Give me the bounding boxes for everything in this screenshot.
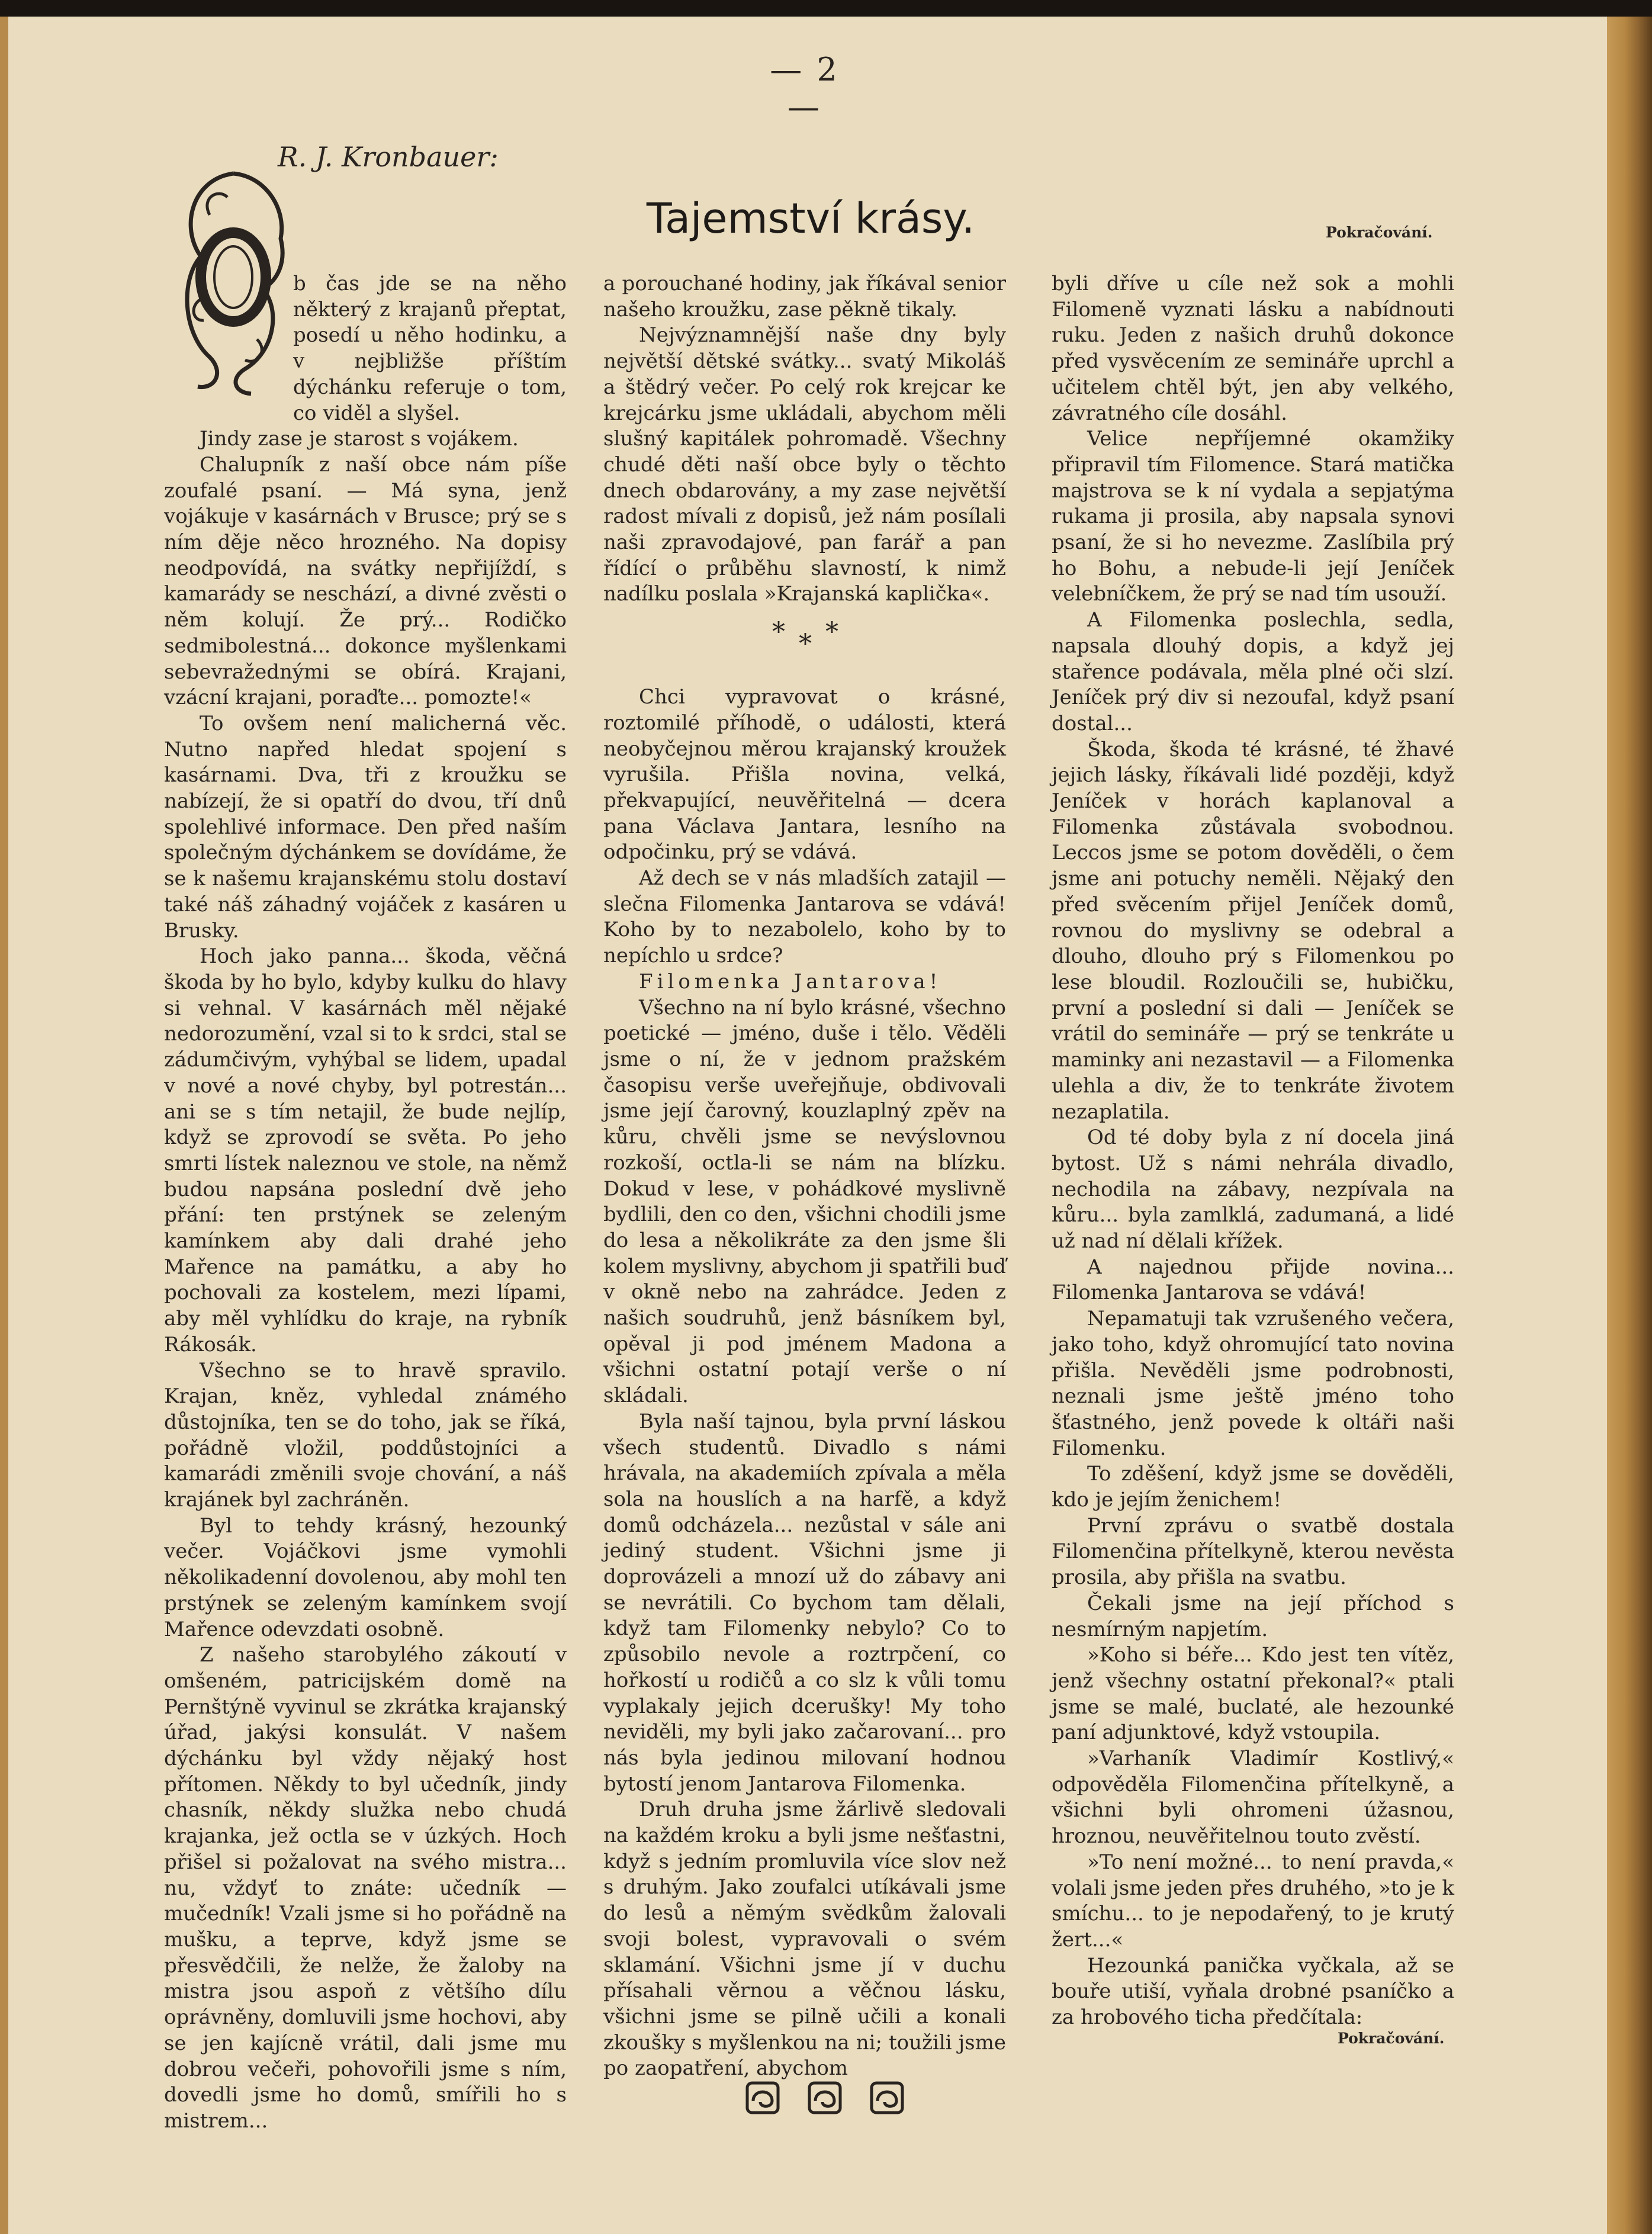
paragraph: Až dech se v nás mladších zatajil — slečna Filomenka Jantarova se vdává! Koho by to nezabolelo, koho by to nepíchlo u srdce? (603, 866, 1006, 968)
paragraph: Druh druha jsme žárlivě sledovali na každém kroku a byli jsme nešťastni, když s jedním promluvila více slov než s druhým. Jako zoufalci utíkávali jsme do lesů a němým svědkům žalovali svoji bolest, vypravovali o svém sklamání. Všichni jsme jí v duchu přísahali věrnou a věčnou lásku, všichni jsme se pilně učili a konali zkoušky s myšlenkou na ni; toužili jsme po zaopatření, abychom (603, 1798, 1006, 2081)
paragraph: Všechno se to hravě spravilo. Krajan, kněz, vyhledal známého důstojníka, ten se do toho, jak se říká, pořádně vložil, poddůstojníci a kamarádi změnili svoje chování, a náš krajánek byl zachráněn. (164, 1358, 567, 1512)
paragraph: Byl to tehdy krásný, hezounký večer. Vojáčkovi jsme vymohli několikadenní dovolenou, aby mohl ten prstýnek se zeleným kamínkem svojí Mařence odevzdati osobně. (164, 1513, 567, 1641)
paragraph: To zděšení, když jsme se dověděli, kdo je jejím ženichem! (1052, 1462, 1454, 1512)
paragraph: byli dříve u cíle než sok a mohli Filomeně vyznati lásku a nabídnouti ruku. Jeden z našich druhů dokonce před vysvěcením ze semináře uprchl a učitelem chtěl být, jen aby velkého, závratného cíle dosáhl. (1052, 272, 1454, 425)
paragraph: Od té doby byla z ní docela jiná bytost. Už s námi nehrála divadlo, nechodila na zábavy, nezpívala na kůru... byla zamlklá, zadumaná, a lidé už nad ní dělali křížek. (1052, 1126, 1454, 1253)
author-byline: R. J. Kronbauer: (278, 141, 499, 173)
paragraph: Škoda, škoda té krásné, té žhavé jejich lásky, říkávali lidé později, když Jeníček v horách kaplanoval a Filomenka zůstávala svobodnou. Leccos jsme se potom dověděli, o čem jsme ani potuchy neměli. Nějaký den před svěcením přijel Jeníček domů, rovnou do myslivny se odebral a dlouho, dlouho prý s Filomenkou po lese bloudil. Rozloučili se, hubičku, první a poslední si dali — Jeníček se vrátil do semináře — prý se tenkráte u maminky ani nezastavil — a Filomenka ulehla a div, že to tenkráte životem nezaplatila. (1052, 737, 1454, 1124)
paragraph: Všechno na ní bylo krásné, všechno poetické — jméno, duše i tělo. Věděli jsme o ní, že v jednom pražském časopisu verše uveřejňuje, obdivovali jsme její čarovný, kouzlaplný zpěv na kůru, chvěli jsme se nevýslovnou rozkoší, octla-li se nám na blízku. Dokud v lese, v pohádkové myslivně bydlili, den co den, všichni chodili jsme do lesa a několikráte za den jsme šli kolem myslivny, abychom ji spatřili buď v okně nebo na zahrádce. Jeden z našich soudruhů, jenž básníkem byl, opěval ji pod jménem Madona a všichni ostatní potají verše o ní skládali. (603, 995, 1006, 1408)
column-3 (1052, 271, 1454, 2031)
paragraph: Chalupník z naší obce nám píše zoufalé psaní. — Má syna, jenž vojákuje v kasárnách v Brusce; prý se s ním děje něco hrozného. Na dopisy neodpovídá, na svátky nepřijíždí, s kamarády se neschází, a divné zvěsti o něm kolují. Že prý... Rodičko sedmibolestná... dokonce myšlenkami sebevražednými se obírá. Krajani, vzácní krajani, poraďte... pomozte!« (164, 452, 567, 710)
section-break-asterisks (603, 607, 1006, 684)
paragraph: a porouchané hodiny, jak říkával senior našeho kroužku, zase pěkně tikaly. (603, 272, 1006, 322)
column-2 (603, 271, 1006, 2082)
paragraph: »Varhaník Vladimír Kostlivý,« odpověděla Filomenčina přítelkyně, a všichni byli ohromeni úžasnou, hroznou, neuvěřitelnou touto zvěstí. (1052, 1747, 1454, 1849)
paragraph: Chci vypravovat o krásné, roztomilé příhodě, o události, která neobyčejnou měrou krajanský kroužek vyrušila. Přišla novina, velká, překvapující, neuvěřitelná — dcera pana Václava Jantara, lesního na odpočinku, prý se vdává. (603, 685, 1006, 864)
newspaper-page (8, 17, 1607, 2234)
continued-label-bottom: Pokračování. (1338, 2030, 1445, 2047)
paragraph: Hoch jako panna... škoda, věčná škoda by ho bylo, kdyby kulku do hlavy si vehnal. V kasárnách měl nějaké nedorozumění, vzal si to k srdci, stal se zádumčivým, vyhýbal se lidem, upadal v nové a nové chyby, byl potrestán... ani se s tím netajil, že bude nejlíp, když se zprovodí se světa. Po jeho smrti lístek naleznou ve stole, na němž budou napsána poslední dvě jeho přání: ten prstýnek se zeleným kamínkem aby dali drahé jeho Mařence na památku, a aby ho pochovali za kostelem, mezi lípami, aby měl vyhlídku do kraje, na rybník Rákosák. (164, 944, 567, 1357)
paragraph: Nejvýznamnější naše dny byly největší dětské svátky... svatý Mikoláš a štědrý večer. Po celý rok krejcar ke krejcárku jsme ukládali, abychom měli slušný kapitálek pohromadě. Všechny chudé děti naší obce byly o těchto dnech obdarovány, a my zase největší radost mívali z dopisů, jež nám posílali naši zpravodajové, pan farář a pan řídící o průběhu slavností, k nimž nadílku poslala »Krajanská kaplička«. (603, 323, 1006, 606)
paragraph: Byla naší tajnou, byla první láskou všech studentů. Divadlo s námi hrávala, na akademiích zpívala a měla sola na houslích a na harfě, a když domů odcházela... nezůstal v sále ani jediný student. Všichni jsme ji doprovázeli a mnozí už do zábavy ani se nevrátili. Co bychom tam dělali, když tam Filomenky nebylo? Co to způsobilo nevole a roztrpčení, co hořkostí u rodičů a co slz k vůli tomu vyplakaly jejich dcerušky! My toho neviděli, my byli jako začarovaní... pro nás byla jedinou milovaní hodnou bytostí jenom Jantarova Filomenka. (603, 1409, 1006, 1796)
end-ornaments (743, 2077, 908, 2119)
article-title: Tajemství krásy. (646, 194, 975, 243)
asterisk: * (772, 617, 785, 648)
asterisk: * (825, 617, 838, 648)
paragraph: Jindy zase je starost s vojákem. (200, 427, 519, 451)
binding-edge (1607, 17, 1652, 2234)
paragraph: První zprávu o svatbě dostala Filomenčina přítelkyně, kterou nevěsta prosila, aby přišla na svatbu. (1052, 1513, 1454, 1590)
continued-label-top: Pokračování. (1326, 224, 1433, 241)
paragraph: Hezounká panička vyčkala, až se bouře utiší, vyňala drobné psaníčko a za hrobového ticha předčítala: (1052, 1953, 1454, 2030)
paragraph: A Filomenka poslechla, sedla, napsala dlouhý dopis, a když jej stařence podávala, měla plné oči slzí. Jeníček prý div si nezoufal, když psaní dostal... (1052, 608, 1454, 735)
page-number: — 2 — (770, 51, 840, 126)
paragraph: Z našeho starobylého zákoutí v omšeném, patricijském domě na Pernštýně vyvinul se zkrátka krajanský úřad, jakýsi konsulát. V našem dýchánku byl vždy nějaký host přítomen. Někdy to byl učedník, jindy chasník, někdy služka nebo chudá krajanka, jež octla se v úzkých. Hoch přišel si požalovat na svého mistra... nu, vždyť to znáte: učedník — mučedník! Vzali jsme si ho pořádně na mušku, a teprve, když jsme se přesvědčili, že nelže, že žaloby na mistra jsou aspoň z většího dílu oprávněny, domluvili jsme hochovi, aby se jen kajícně vrátil, dali jsme mu dobrou večeři, pohovořili jsme s ním, dovedli jsme ho domů, smířili ho s mistrem... (164, 1643, 567, 2133)
scan-top-border (0, 0, 1652, 17)
paragraph: A najednou přijde novina... Filomenka Jantarova se vdává! (1052, 1255, 1454, 1305)
ornament-1 (747, 2083, 778, 2113)
asterisk: * (799, 629, 812, 660)
ornament-3 (872, 2083, 902, 2113)
column-1 (164, 271, 567, 2135)
paragraph: Čekali jsme na její příchod s nesmírným napjetím. (1052, 1591, 1454, 1641)
paragraph: To ovšem není malicherná věc. Nutno napřed hledat spojení s kasárnami. Dva, tři z kroužku se nabízejí, že si opatří do dvou, tří dnů spolehlivé informace. Den před naším společným dýchánkem se dovídáme, že se k našemu krajanskému stolu dostaví také náš záhadný vojáček z kasáren u Brusky. (164, 711, 567, 943)
ornament-2 (809, 2083, 840, 2113)
paragraph: Nepamatuji tak vzrušeného večera, jako toho, když ohromující tato novina přišla. Nevěděli jsme podrobnosti, neznali jsme ještě jméno toho šťastného, jenž povede k oltáři naši Filomenku. (1052, 1307, 1454, 1460)
paragraph: »Koho si béře... Kdo jest ten vítěz, jenž všechny ostatní překonal?« ptali jsme se malé, buclaté, ale hezounké paní adjunktové, když vstoupila. (1052, 1643, 1454, 1745)
paragraph: Velice nepříjemné okamžiky připravil tím Filomence. Stará matička majstrova se k ní vydala a sepjatýma rukama ji prosila, aby napsala synovi psaní, že si ho nevezme. Zaslíbila prý ho Bohu, a nebude-li její Jeníček velebníčkem, že prý se nad tím usouží. (1052, 427, 1454, 606)
paragraph: Filomenka Jantarova! (639, 969, 942, 994)
paragraph: b čas jde se na něho některý z krajanů přeptat, posedí u něho hodinku, a v nejbližše příštím dýchánku referuje o tom, co viděl a slyšel. (293, 272, 567, 425)
paragraph: »To není možné... to není pravda,« volali jsme jeden přes druhého, »to je k smíchu... to je nepodařený, to je krutý žert...« (1052, 1850, 1454, 1952)
